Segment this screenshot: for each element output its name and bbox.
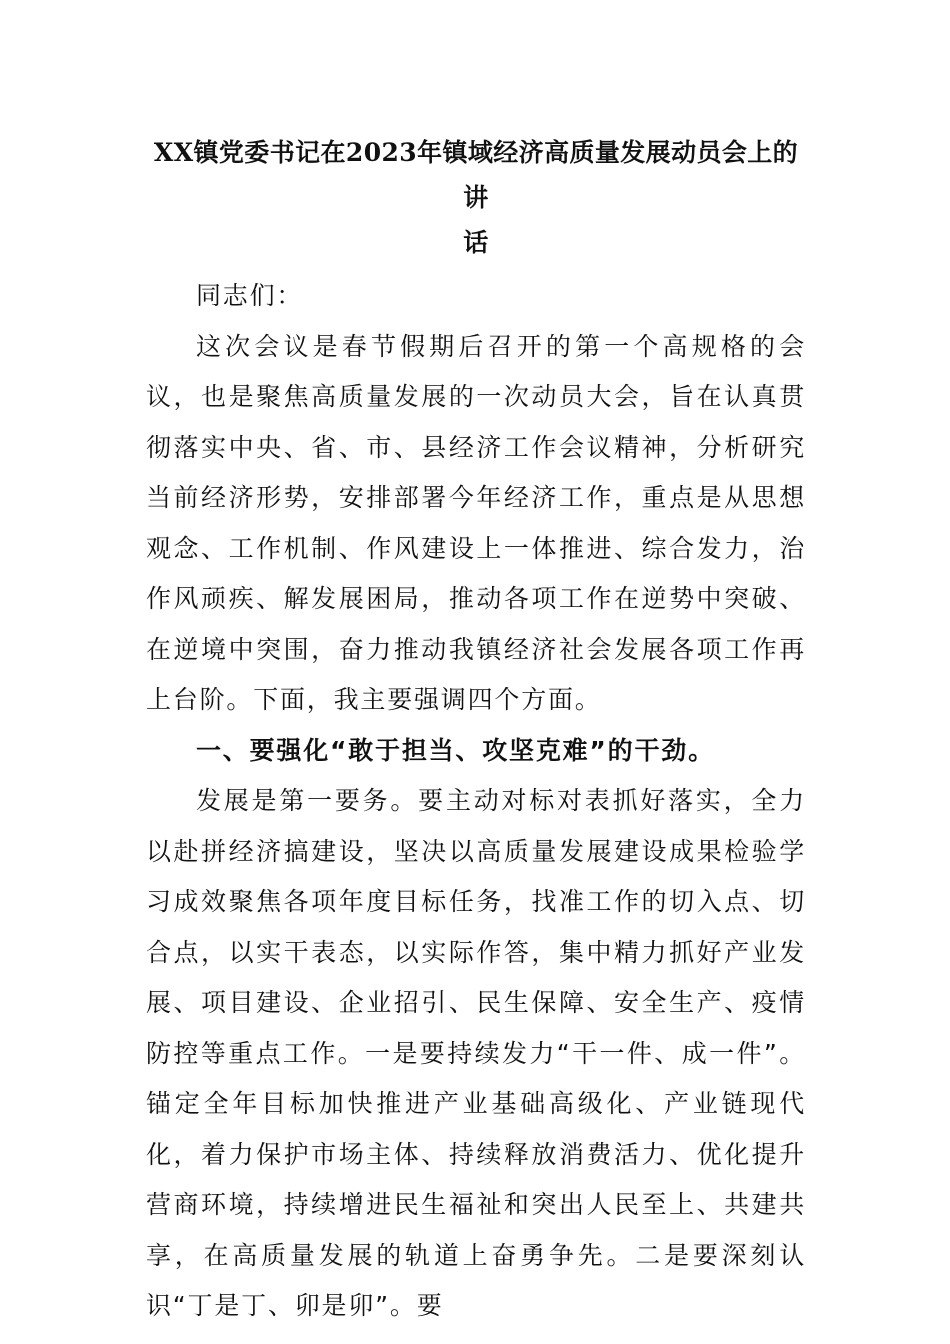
document-body xyxy=(146,130,806,1332)
greeting: 同志们： xyxy=(196,281,304,310)
section-heading-1: 一、要强化“敢于担当、攻坚克难”的干劲。 xyxy=(196,735,715,765)
section-1-paragraph: 发展是第一要务。要主动对标对表抓好落实，全力以赴拼经济搞建设，坚决以高质量发展建设成果检验学习成效聚焦各项年度目标任务，找准工作的切入点、切合点，以实干表态，以实际作答，集中精力抓好产业发展、项目建设、企业招引、民生保障、安全生产、疫情防控等重点工作。一是要持续发力“干一件、成一件”。锚定全年目标加快推进产业基础高级化、产业链现代化，着力保护市场主体、持续释放消费活力、优化提升营商环境，持续增进民生福祉和突出人民至上、共建共享，在高质量发展的轨道上奋勇争先。二是要深刻认识“丁是丁、卯是卯”。要 xyxy=(146,786,806,1320)
document-title xyxy=(146,130,806,265)
title-line-2: 话 xyxy=(463,228,489,257)
intro-paragraph: 这次会议是春节假期后召开的第一个高规格的会议，也是聚焦高质量发展的一次动员大会，旨在认真贯彻落实中央、省、市、县经济工作会议精神，分析研究当前经济形势，安排部署今年经济工作，重点是从思想观念、工作机制、作风建设上一体推进、综合发力，治作风顽疾、解发展困局，推动各项工作在逆势中突破、在逆境中突围，奋力推动我镇经济社会发展各项工作再上台阶。下面，我主要强调四个方面。 xyxy=(146,331,806,714)
title-line-1: XX镇党委书记在2023年镇域经济高质量发展动员会上的讲 xyxy=(153,138,799,212)
